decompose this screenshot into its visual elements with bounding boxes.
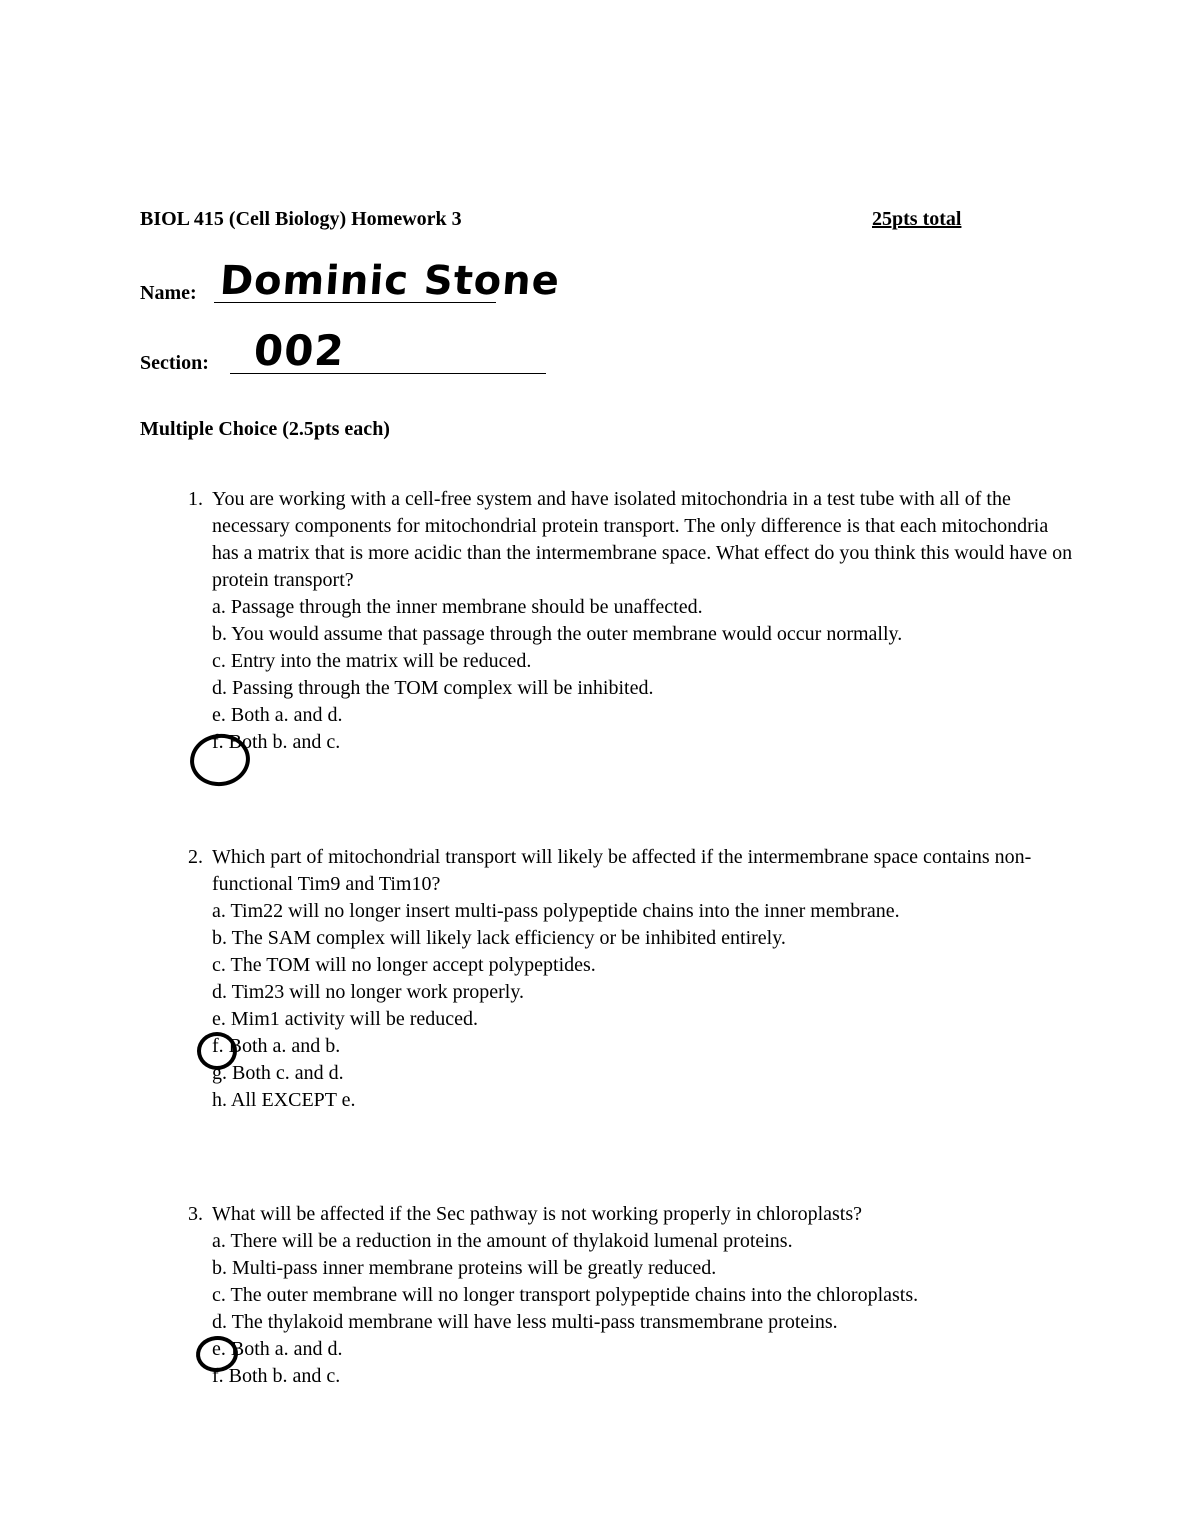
handwritten-section: 002 xyxy=(252,326,347,375)
question-stem xyxy=(175,1201,1075,1228)
option-c: c. The outer membrane will no longer transport polypeptide chains into the chloroplasts. xyxy=(212,1284,919,1306)
option-b: b. Multi-pass inner membrane proteins will be greatly reduced. xyxy=(212,1257,717,1279)
option-d: d. Tim23 will no longer work properly. xyxy=(212,981,525,1003)
option-list xyxy=(175,594,1075,756)
option-f: f. Both b. and c. xyxy=(212,1365,341,1387)
answer-circle-q2 xyxy=(197,1032,237,1070)
question-stem xyxy=(175,486,1075,594)
option-e: e. Mim1 activity will be reduced. xyxy=(212,1008,479,1030)
option-b: b. You would assume that passage through the outer membrane would occur normally. xyxy=(212,623,903,645)
question-number: 2. xyxy=(188,846,203,868)
option-list xyxy=(175,1228,1075,1390)
question-text: You are working with a cell-free system and have isolated mitochondria in a test tube with all of the necessary components for mitochondrial protein transport. The only difference is that each mitochondria has a matrix that is more acidic than the intermembrane space. What effect do you think this would have on protein transport? xyxy=(212,488,1073,591)
option-a: a. Tim22 will no longer insert multi-pass polypeptide chains into the inner membrane. xyxy=(212,900,900,922)
handwritten-name: Dominic Stone xyxy=(218,258,562,304)
option-b: b. The SAM complex will likely lack efficiency or be inhibited entirely. xyxy=(212,927,786,949)
option-a: a. Passage through the inner membrane should be unaffected. xyxy=(212,596,703,618)
question-3 xyxy=(175,1201,1075,1390)
option-h: h. All EXCEPT e. xyxy=(212,1089,356,1111)
option-a: a. There will be a reduction in the amount of thylakoid lumenal proteins. xyxy=(212,1230,793,1252)
question-1 xyxy=(175,486,1075,756)
option-e: e. Both a. and d. xyxy=(212,704,343,726)
section-label: Section: xyxy=(140,352,209,374)
question-text: What will be affected if the Sec pathway is not working properly in chloroplasts? xyxy=(212,1203,862,1225)
option-c: c. The TOM will no longer accept polypeptides. xyxy=(212,954,596,976)
question-number: 3. xyxy=(188,1203,203,1225)
option-d: d. The thylakoid membrane will have less multi-pass transmembrane proteins. xyxy=(212,1311,838,1333)
option-c: c. Entry into the matrix will be reduced. xyxy=(212,650,532,672)
section-heading: Multiple Choice (2.5pts each) xyxy=(140,418,390,440)
name-label: Name: xyxy=(140,282,197,304)
option-g: g. Both c. and d. xyxy=(212,1062,344,1084)
total-points: 25pts total xyxy=(872,208,962,230)
option-f: f. Both b. and c. xyxy=(212,731,341,753)
question-number: 1. xyxy=(188,488,203,510)
question-2 xyxy=(175,844,1075,1114)
option-d: d. Passing through the TOM complex will be inhibited. xyxy=(212,677,654,699)
question-stem xyxy=(175,844,1075,898)
question-text: Which part of mitochondrial transport will likely be affected if the intermembrane space contains non-functional Tim9 and Tim10? xyxy=(212,846,1032,895)
option-e: e. Both a. and d. xyxy=(212,1338,343,1360)
option-f: f. Both a. and b. xyxy=(212,1035,341,1057)
document-title: BIOL 415 (Cell Biology) Homework 3 xyxy=(140,208,462,230)
option-list xyxy=(175,898,1075,1114)
